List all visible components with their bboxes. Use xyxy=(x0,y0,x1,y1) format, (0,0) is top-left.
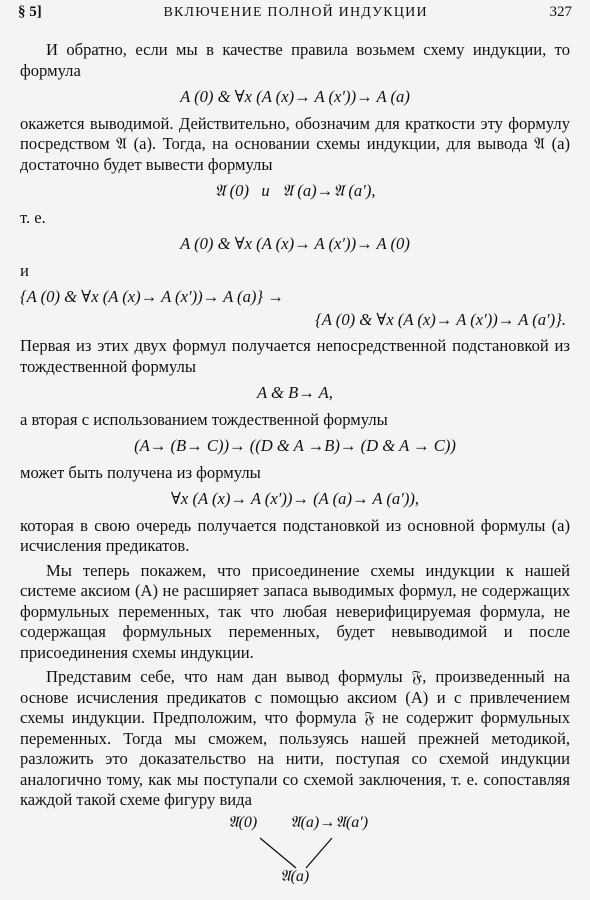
page-number: 327 xyxy=(549,4,572,20)
formula-5: A & B→ A, xyxy=(257,383,333,402)
formula-4-line-1: {A (0) & ∀x (A (x)→ A (x′))→ A (a)} → xyxy=(20,287,284,306)
running-header xyxy=(18,4,572,26)
paragraph-6: которая в свою очередь получается подстановкой из основной формулы (a) исчисления предикатов. xyxy=(20,515,570,555)
paragraph-3: Первая из этих двух формул получается непосредственной подстановкой из тождественной формулы xyxy=(20,336,570,376)
page-body xyxy=(20,40,570,811)
paragraph-7: Мы теперь покажем, что присоединение схемы индукции к нашей системе аксиом (A) не расширяет запаса выводимых формул, не содержащих формульных переменных, так что любая неверифицируемая формула, не содержащая формульных переменных, будет невыводимой и после присоединения схемы индукции. xyxy=(20,560,570,662)
formula-6: (A→ (B→ C))→ ((D & A →B)→ (D & A → C)) xyxy=(134,436,456,455)
figure-left-premise: 𝔄(0) xyxy=(228,814,258,831)
induction-figure xyxy=(220,810,400,895)
running-title: ВКЛЮЧЕНИЕ ПОЛНОЙ ИНДУКЦИИ xyxy=(163,5,428,20)
formula-2: 𝔄 (0) и 𝔄 (a)→𝔄 (a′), xyxy=(214,181,376,200)
paragraph-4: а вторая с использованием тождественной формулы xyxy=(20,409,388,429)
formula-3: A (0) & ∀x (A (x)→ A (x′))→ A (0) xyxy=(180,234,410,253)
figure-conclusion: 𝔄(a) xyxy=(280,868,310,885)
paragraph-5: может быть получена из формулы xyxy=(20,462,261,482)
formula-7: ∀x (A (x)→ A (x′))→ (A (a)→ A (a′)), xyxy=(170,489,420,508)
section-mark: § 5] xyxy=(18,4,42,20)
paragraph-8: Представим себе, что нам дан вывод формулы 𝔉, произведенный на основе исчисления предикатов с помощью аксиом (A) и с привлечением схемы индукции. Предположим, что формула 𝔉 не содержит формульных переменных. Тогда мы сможем, пользуясь нашей прежней методикой, разложить это доказательство на нити, поступая со схемой индукции аналогично тому, как мы поступали со схемой заключения, т. е. сопоставляя каждой такой схеме фигуру вида xyxy=(20,667,570,809)
formula-4-line-2: {A (0) & ∀x (A (x)→ A (x′))→ A (a′)}. xyxy=(315,309,566,329)
paragraph-and: и xyxy=(20,260,29,280)
paragraph-1: И обратно, если мы в качестве правила возьмем схему индукции, то формула xyxy=(20,40,570,80)
paragraph-te: т. е. xyxy=(20,207,46,227)
figure-right-premise: 𝔄(a)→𝔄(a′) xyxy=(290,814,369,831)
paragraph-2: окажется выводимой. Действительно, обозначим для краткости эту формулу посредством 𝔄 (a). Тогда, на основании схемы индукции, для вывода 𝔄 (a) достаточно будет вывести формулы xyxy=(20,113,570,174)
formula-1: A (0) & ∀x (A (x)→ A (x′))→ A (a) xyxy=(180,87,410,106)
